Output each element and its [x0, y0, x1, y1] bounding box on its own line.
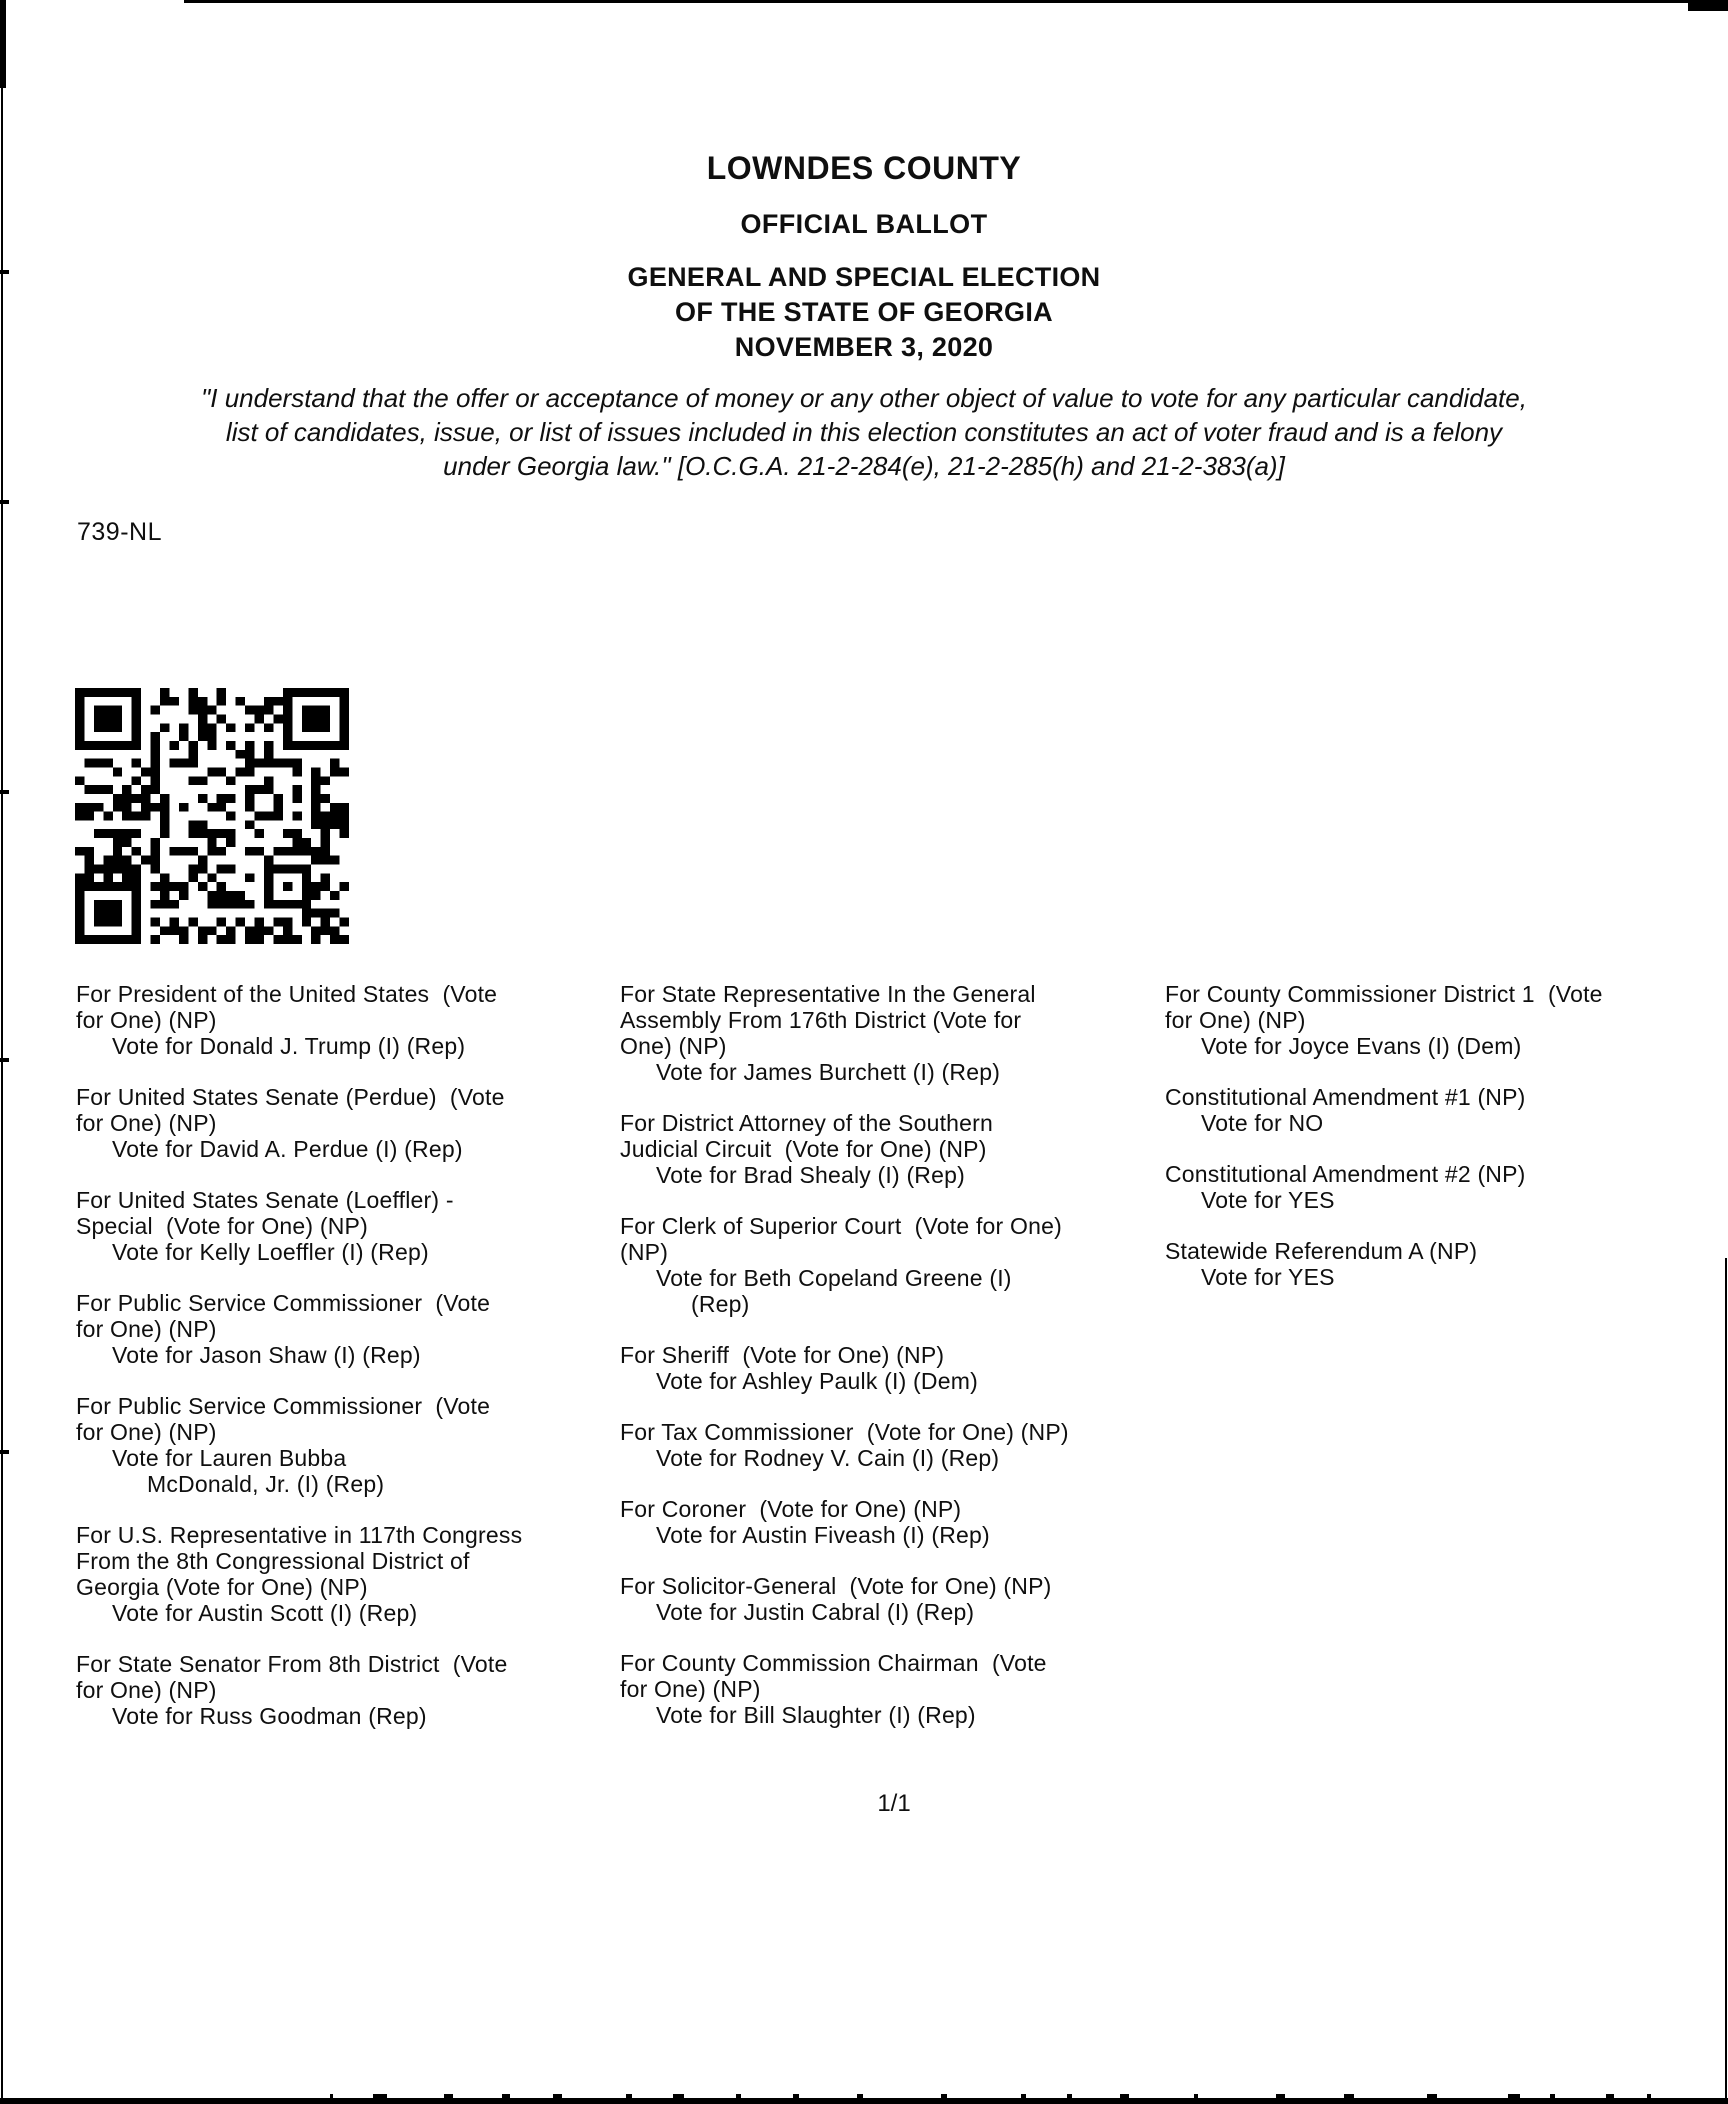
contest-title-line: For President of the United States (Vote — [76, 981, 498, 1007]
scan-artifact-bottom-tick — [373, 2094, 387, 2098]
page-number: 1/1 — [877, 1790, 911, 1817]
contest — [76, 981, 522, 1059]
vote-for-line: Vote for NO — [1201, 1110, 1324, 1136]
contest — [76, 1187, 522, 1265]
qr-code — [75, 688, 349, 944]
election-title — [0, 260, 1728, 365]
contest-title-line: for One) (NP) — [76, 1110, 217, 1136]
election-title-line2: OF THE STATE OF GEORGIA — [675, 297, 1053, 327]
vote-for-line: Vote for Joyce Evans (I) (Dem) — [1201, 1033, 1522, 1059]
disclaimer-line: list of candidates, issue, or list of issues included in this election constitutes an act of voter fraud and is a felony — [225, 417, 1503, 447]
vote-for-line: Vote for Rodney V. Cain (I) (Rep) — [656, 1445, 1000, 1471]
contest — [1165, 1238, 1603, 1290]
contest — [1165, 1161, 1603, 1213]
scan-artifact-left-tick — [0, 500, 9, 504]
contest — [620, 1650, 1069, 1728]
vote-for-line: Vote for Donald J. Trump (I) (Rep) — [112, 1033, 466, 1059]
contest-title-line: For Sheriff (Vote for One) (NP) — [620, 1342, 945, 1368]
contest — [620, 981, 1069, 1085]
contest-title-line: From the 8th Congressional District of — [76, 1548, 470, 1574]
scan-artifact-bottom-tick — [1344, 2094, 1354, 2098]
vote-for-line: Vote for Kelly Loeffler (I) (Rep) — [112, 1239, 429, 1265]
contest-title-line: For Tax Commissioner (Vote for One) (NP) — [620, 1419, 1069, 1445]
contest — [620, 1213, 1069, 1317]
scan-artifact-bottom-tick — [1550, 2094, 1555, 2098]
contest-title-line: For Clerk of Superior Court (Vote for One) — [620, 1213, 1062, 1239]
scan-artifact-left-tick — [0, 1450, 9, 1454]
contest — [620, 1573, 1069, 1625]
vote-for-line: Vote for Ashley Paulk (I) (Dem) — [656, 1368, 978, 1394]
vote-for-line: Vote for Justin Cabral (I) (Rep) — [656, 1599, 975, 1625]
disclaimer-line: "I understand that the offer or acceptance of money or any other object of value to vote for any particular candidate, — [201, 383, 1527, 413]
vote-for-line: Vote for YES — [1201, 1264, 1335, 1290]
contest — [1165, 981, 1603, 1059]
contest-title-line: One) (NP) — [620, 1033, 727, 1059]
contest-title-line: for One) (NP) — [620, 1676, 761, 1702]
vote-for-line: Vote for David A. Perdue (I) (Rep) — [112, 1136, 463, 1162]
vote-for-line: Vote for Brad Shealy (I) (Rep) — [656, 1162, 965, 1188]
scan-artifact-bottom-tick — [444, 2094, 453, 2098]
scan-artifact-bottom-tick — [330, 2094, 333, 2098]
contest — [76, 1651, 522, 1729]
contest-title-line: (NP) — [620, 1239, 669, 1265]
vote-for-line: McDonald, Jr. (I) (Rep) — [147, 1471, 385, 1497]
contest-title-line: for One) (NP) — [1165, 1007, 1306, 1033]
scan-artifact-bottom-tick — [1647, 2094, 1651, 2098]
contest — [76, 1522, 522, 1626]
contest-title-line: Statewide Referendum A (NP) — [1165, 1238, 1478, 1264]
contest-title-line: for One) (NP) — [76, 1007, 217, 1033]
contest-title-line: For United States Senate (Loeffler) - — [76, 1187, 454, 1213]
scan-artifact-top-right-corner — [1688, 0, 1728, 11]
vote-for-line: Vote for Bill Slaughter (I) (Rep) — [656, 1702, 976, 1728]
vote-for-line: Vote for Lauren Bubba — [112, 1445, 347, 1471]
contest-title-line: For Public Service Commissioner (Vote — [76, 1393, 491, 1419]
contest-title-line: For County Commissioner District 1 (Vote — [1165, 981, 1603, 1007]
contest-title-line: For Coroner (Vote for One) (NP) — [620, 1496, 962, 1522]
contest-title-line: Judicial Circuit (Vote for One) (NP) — [620, 1136, 987, 1162]
contest-title-line: For Solicitor-General (Vote for One) (NP) — [620, 1573, 1052, 1599]
scan-artifact-left-tick — [0, 1058, 9, 1062]
scan-artifact-bottom-tick — [626, 2094, 632, 2098]
contest — [620, 1496, 1069, 1548]
contest — [76, 1084, 522, 1162]
county-title: LOWNDES COUNTY — [706, 150, 1022, 186]
ballot-style-code: 739-NL — [77, 518, 162, 546]
vote-for-line: Vote for Beth Copeland Greene (I) — [656, 1265, 1012, 1291]
vote-for-line: Vote for YES — [1201, 1187, 1335, 1213]
election-title-line1: GENERAL AND SPECIAL ELECTION — [627, 262, 1101, 292]
scan-artifact-top-edge — [184, 0, 1728, 3]
contest-title-line: For State Representative In the General — [620, 981, 1036, 1007]
scan-artifact-bottom-tick — [1021, 2094, 1026, 2098]
contest — [620, 1342, 1069, 1394]
ballot-column-1 — [76, 981, 522, 1754]
contest-title-line: For County Commission Chairman (Vote — [620, 1650, 1047, 1676]
ballot-header — [0, 150, 1728, 365]
contest-title-line: Constitutional Amendment #1 (NP) — [1165, 1084, 1526, 1110]
ballot-column-3 — [1165, 981, 1603, 1315]
scan-artifact-bottom-tick — [1276, 2094, 1285, 2098]
contest — [620, 1419, 1069, 1471]
scan-artifact-bottom-tick — [736, 2094, 741, 2098]
scan-artifact-bottom-tick — [857, 2094, 863, 2098]
scan-artifact-bottom-tick — [1508, 2094, 1520, 2098]
scan-artifact-bottom-tick — [502, 2094, 510, 2098]
vote-for-line: Vote for James Burchett (I) (Rep) — [656, 1059, 1001, 1085]
scan-artifact-right-edge — [1725, 1258, 1727, 2104]
ballot-column-2 — [620, 981, 1069, 1753]
election-date: NOVEMBER 3, 2020 — [734, 332, 994, 362]
vote-for-line: Vote for Austin Scott (I) (Rep) — [112, 1600, 418, 1626]
scan-artifact-bottom-tick — [553, 2094, 562, 2098]
scan-artifact-bottom-edge — [0, 2098, 1728, 2104]
vote-for-line: Vote for Russ Goodman (Rep) — [112, 1703, 427, 1729]
contest-title-line: Assembly From 176th District (Vote for — [620, 1007, 1022, 1033]
scan-artifact-bottom-tick — [1606, 2094, 1614, 2098]
vote-for-line: Vote for Austin Fiveash (I) (Rep) — [656, 1522, 990, 1548]
contest — [76, 1290, 522, 1368]
contest-title-line: For U.S. Representative in 117th Congress — [76, 1522, 523, 1548]
scan-artifact-bottom-tick — [1194, 2094, 1198, 2098]
scan-artifact-bottom-tick — [793, 2094, 799, 2098]
contest-title-line: Special (Vote for One) (NP) — [76, 1213, 368, 1239]
contest-title-line: for One) (NP) — [76, 1677, 217, 1703]
contest-title-line: For State Senator From 8th District (Vote — [76, 1651, 508, 1677]
scan-artifact-bottom-tick — [1067, 2094, 1072, 2098]
contest-title-line: For United States Senate (Perdue) (Vote — [76, 1084, 505, 1110]
scan-artifact-bottom-tick — [1120, 2094, 1129, 2098]
contest-title-line: For Public Service Commissioner (Vote — [76, 1290, 491, 1316]
contest — [1165, 1084, 1603, 1136]
vote-for-line: (Rep) — [691, 1291, 750, 1317]
contest-title-line: for One) (NP) — [76, 1419, 217, 1445]
contest-title-line: Georgia (Vote for One) (NP) — [76, 1574, 368, 1600]
disclaimer-line: under Georgia law." [O.C.G.A. 21-2-284(e), 21-2-285(h) and 21-2-383(a)] — [443, 451, 1285, 481]
scan-artifact-bottom-tick — [941, 2094, 947, 2098]
vote-for-line: Vote for Jason Shaw (I) (Rep) — [112, 1342, 421, 1368]
contest — [620, 1110, 1069, 1188]
scan-artifact-left-tick — [0, 790, 9, 794]
ballot-type-title: OFFICIAL BALLOT — [740, 209, 988, 239]
contest-title-line: for One) (NP) — [76, 1316, 217, 1342]
voter-fraud-disclaimer — [0, 381, 1728, 483]
contest-title-line: Constitutional Amendment #2 (NP) — [1165, 1161, 1526, 1187]
contest — [76, 1393, 522, 1497]
scan-artifact-bottom-tick — [1427, 2094, 1437, 2098]
contest-title-line: For District Attorney of the Southern — [620, 1110, 994, 1136]
scan-artifact-bottom-tick — [673, 2094, 684, 2098]
